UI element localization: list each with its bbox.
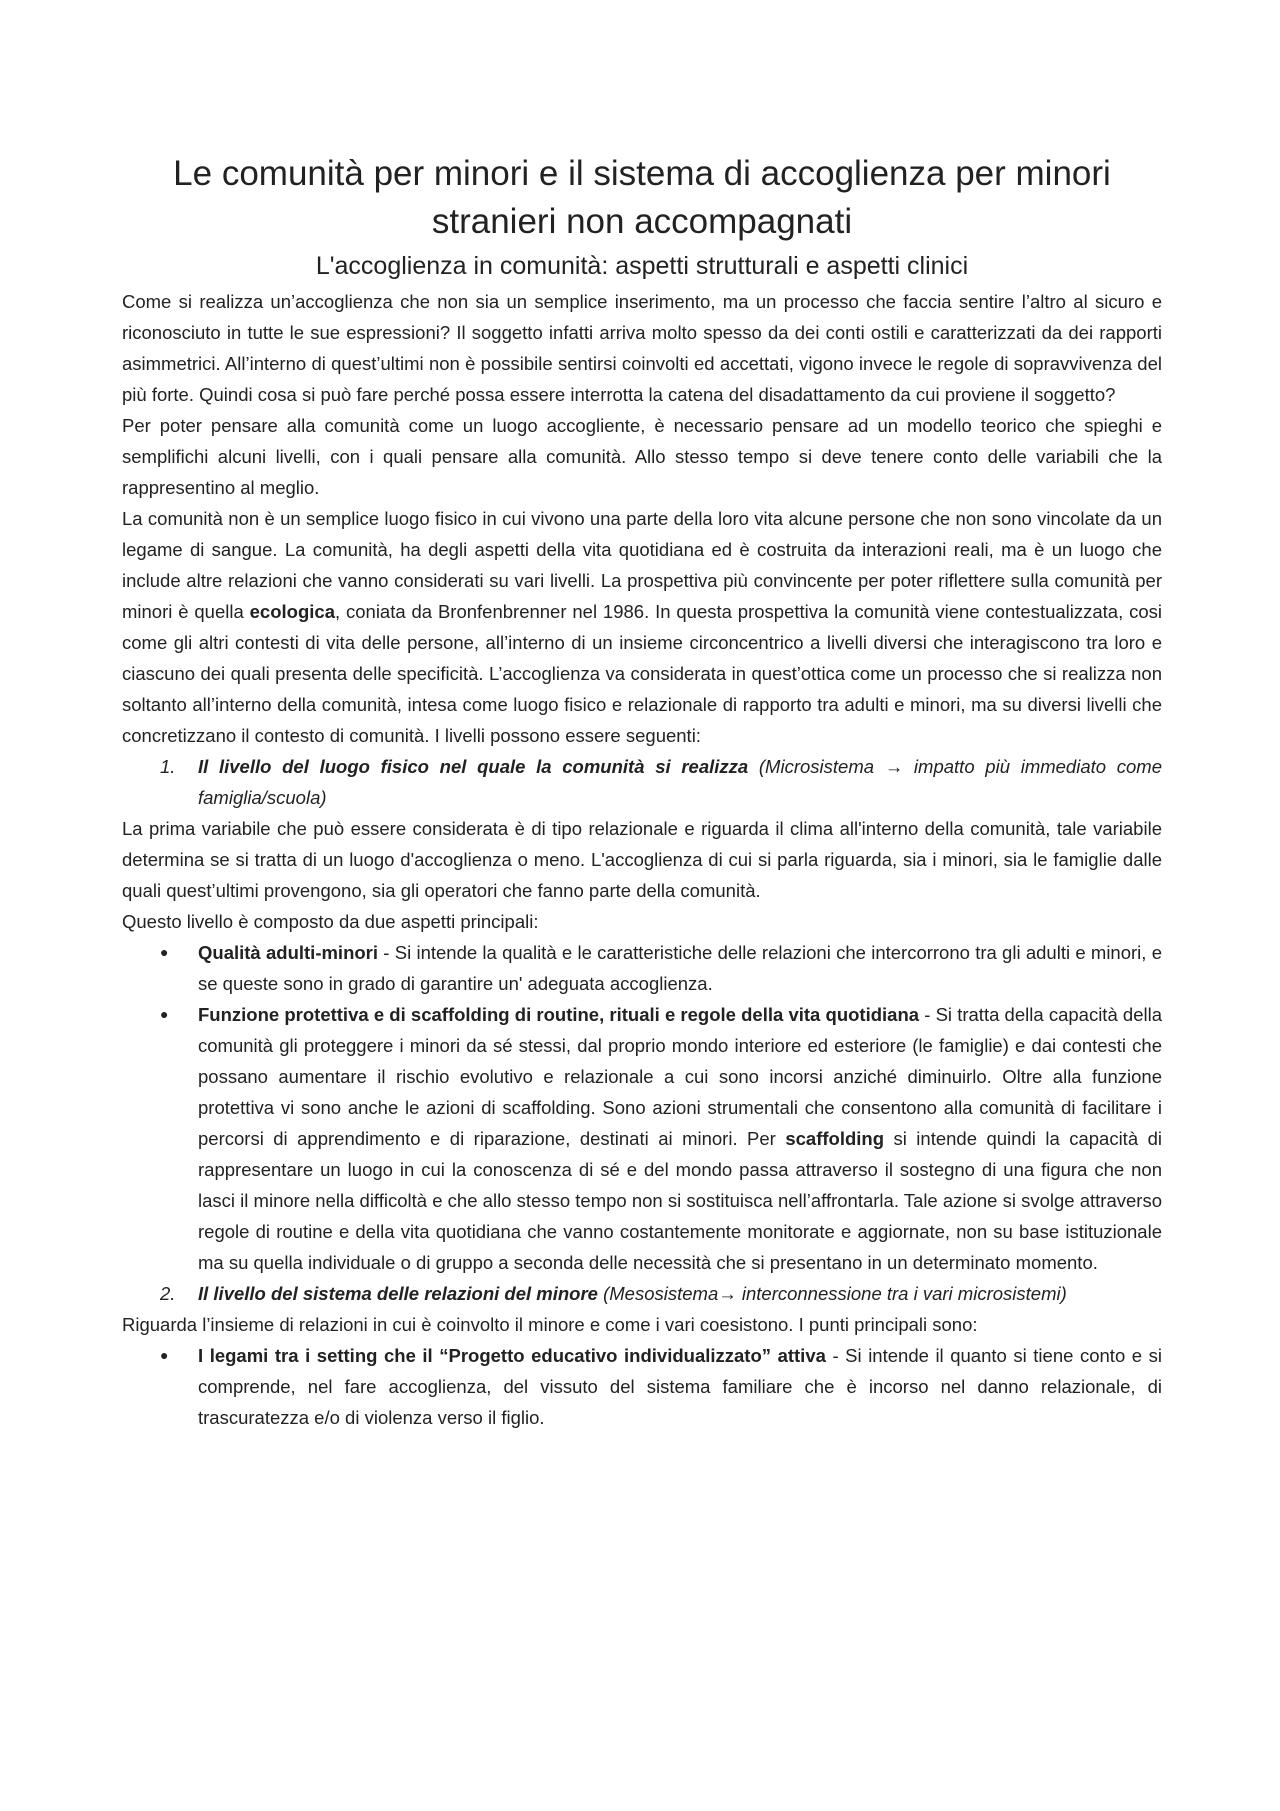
list-item-text: [198, 1340, 1162, 1433]
term-scaffolding: scaffolding: [785, 1128, 884, 1149]
bullet-icon: ●: [160, 944, 169, 960]
level-2-lead: Riguarda l’insieme di relazioni in cui è coinvolto il minore e come i vari coesistono. I punti principali sono:: [122, 1314, 978, 1335]
level-number: 1.: [160, 756, 176, 777]
document-content: [122, 150, 1162, 1433]
paragraph-ecological-after: , coniata da Bronfenbrenner nel 1986. In questa prospettiva la comunità viene contestualizzata, cosi come gli altri contesti di vita delle persone, all’interno di un insieme circoncentrico a livelli diversi che interagiscono tra loro e ciascuno dei quali presenta delle specificità. L’accoglienza va considerata in quest’ottica come un processo che si realizza non soltanto all’interno della comunità, intesa come luogo fisico e relazionale di rapporto tra adulti e minori, ma su diversi livelli che concretizzano il contesto di comunità. I livelli possono essere seguenti:: [122, 601, 1162, 746]
list-item-bold: Qualità adulti-minori: [198, 942, 379, 963]
list-item: [122, 1340, 1162, 1433]
level-2-bullet-list: [122, 1340, 1162, 1433]
list-item-text: [198, 999, 1162, 1278]
level-list-1: [122, 751, 1162, 813]
intro-paragraph: Come si realizza un’accoglienza che non sia un semplice inserimento, ma un processo che faccia sentire l’altro al sicuro e riconosciuto in tutte le sue espressioni? Il soggetto infatti arriva molto spesso da dei conti ostili e caratterizzati da dei rapporti asimmetrici. All’interno di quest’ultimi non è possibile sentirsi coinvolti ed accettati, vigono invece le regole di sopravvivenza del più forte. Quindi cosa si può fare perché possa essere interrotta la catena del disadattamento da cui proviene il soggetto?: [122, 291, 1162, 405]
document-title: Le comunità per minori e il sistema di accoglienza per minori stranieri non accompagnati: [173, 154, 1111, 241]
term-ecologica: ecologica: [249, 601, 335, 622]
level-1-lead: Questo livello è composto da due aspetti principali:: [122, 911, 539, 932]
bullet-icon: ●: [160, 1006, 169, 1022]
level-heading-note: (Microsistema → impatto più immediato come famiglia/scuola): [198, 756, 1162, 808]
level-heading-note: (Mesosistema→ interconnessione tra i vari microsistemi): [597, 1283, 1067, 1304]
list-item-body-continued: si intende quindi la capacità di rappresentare un luogo in cui la conoscenza di sé e del mondo passa attraverso il sostegno di una figura che non lasci il minore nella difficoltà e che allo stesso tempo non si sostituisca nell’affrontarla. Tale azione si svolge attraverso regole di routine e della vita quotidiana che vanno costantemente monitorate e aggiornate, non su base istituzionale ma su quella individuale o di gruppo a seconda delle necessità che si presentano in un determinato momento.: [198, 1128, 1162, 1273]
paragraph-ecological-before: La comunità non è un semplice luogo fisico in cui vivono una parte della loro vita alcune persone che non sono vincolate da un legame di sangue. La comunità, ha degli aspetti della vita quotidiana ed è costruita da interazioni reali, ma è un luogo che include altre relazioni che vanno considerati su vari livelli. La prospettiva più convincente per poter riflettere sulla comunità per minori è quella: [122, 508, 1162, 622]
list-item: [122, 937, 1162, 999]
level-list-2: [122, 1278, 1162, 1309]
level-heading: [198, 1278, 1162, 1309]
paragraph-model: Per poter pensare alla comunità come un luogo accogliente, è necessario pensare ad un modello teorico che spieghi e semplifichi alcuni livelli, con i quali pensare alla comunità. Allo stesso tempo si deve tenere conto delle variabili che la rappresentino al meglio.: [122, 415, 1162, 498]
bullet-icon: ●: [160, 1347, 169, 1363]
list-item-bold: I legami tra i setting che il “Progetto educativo individualizzato” attiva: [198, 1345, 826, 1366]
level-heading: [198, 751, 1162, 813]
list-item-body: - Si intende il quanto si tiene conto e si comprende, nel fare accoglienza, del vissuto del sistema familiare che è incorso nel danno relazionale, di trascuratezza e/o di violenza verso il figlio.: [198, 1345, 1162, 1428]
level-item-microsistema: [122, 751, 1162, 813]
level-number: 2.: [160, 1283, 176, 1304]
paragraph-ecological: [122, 503, 1162, 751]
list-item-bold: Funzione protettiva e di scaffolding di routine, rituali e regole della vita quotidiana: [198, 1004, 920, 1025]
level-heading-bold: Il livello del sistema delle relazioni del minore: [198, 1283, 598, 1304]
level-item-mesosistema: [122, 1278, 1162, 1309]
level-1-paragraph: La prima variabile che può essere considerata è di tipo relazionale e riguarda il clima all'interno della comunità, tale variabile determina se si tratta di un luogo d'accoglienza o meno. L'accoglienza di cui si parla riguarda, sia i minori, sia le famiglie dalle quali quest’ultimi provengono, sia gli operatori che fanno parte della comunità.: [122, 818, 1162, 901]
list-item: [122, 999, 1162, 1278]
level-1-bullet-list: [122, 937, 1162, 1278]
list-item-body: - Si tratta della capacità della comunità gli proteggere i minori da sé stessi, dal proprio mondo interiore ed esteriore (le famiglie) e dai contesti che possano aumentare il rischio evolutivo e relazionale a cui sono incorsi anziché diminuirlo. Oltre alla funzione protettiva vi sono anche le azioni di scaffolding. Sono azioni strumentali che consentono alla comunità di facilitare i percorsi di apprendimento e di riparazione, destinati ai minori. Per: [198, 1004, 1162, 1149]
list-item-text: [198, 937, 1162, 999]
level-heading-bold: Il livello del luogo fisico nel quale la comunità si realizza: [198, 756, 749, 777]
list-item-body: - Si intende la qualità e le caratteristiche delle relazioni che intercorrono tra gli adulti e minori, e se queste sono in grado di garantire un' adeguata accoglienza.: [198, 942, 1162, 994]
section-subtitle: L'accoglienza in comunità: aspetti strutturali e aspetti clinici: [315, 252, 969, 280]
